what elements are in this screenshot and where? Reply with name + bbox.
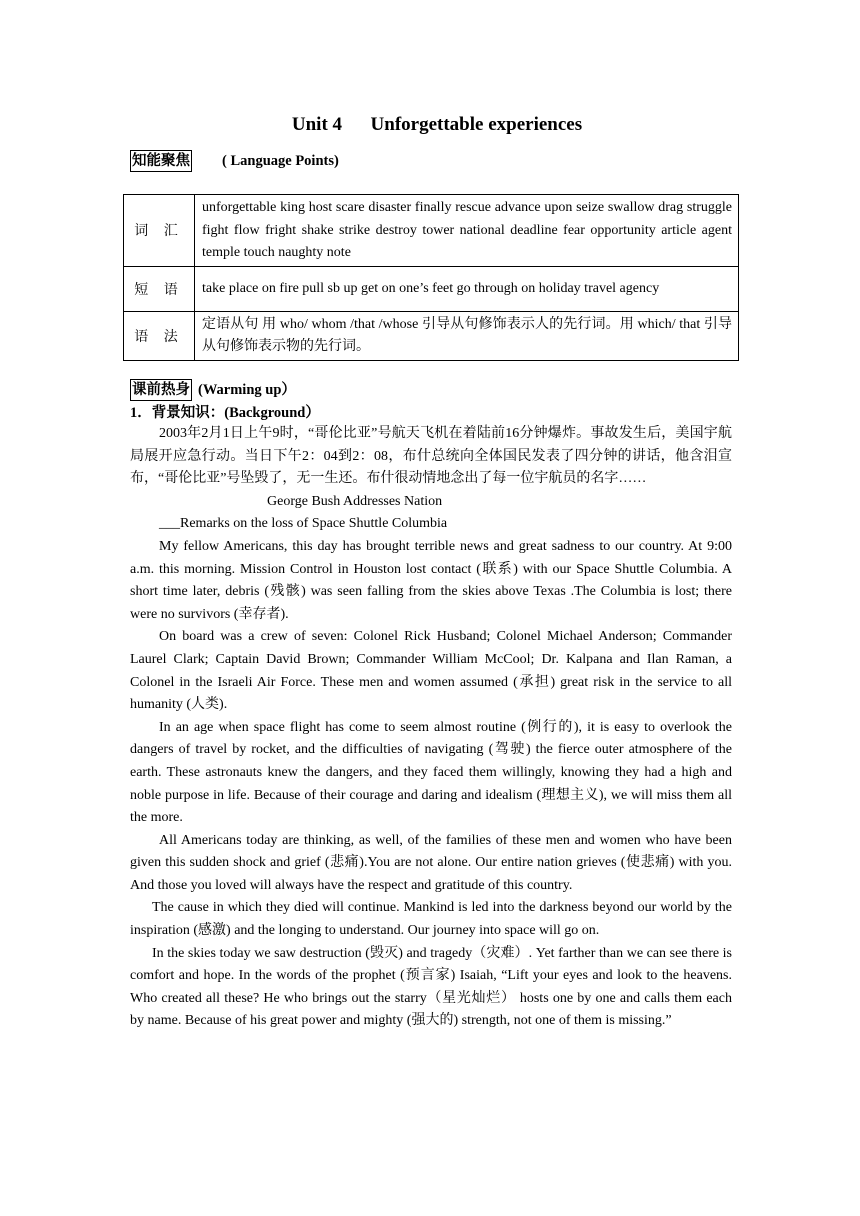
table-cell-category: 短 语 (124, 266, 195, 311)
background-heading: 1．背景知识：(Background） (130, 405, 320, 421)
table-cell-content: unforgettable king host scare disaster finally rescue advance upon seize swallow drag struggle fight flow fright shake strike destroy tower national deadline fear opportunity article agent temple touch naughty note (195, 195, 739, 267)
warming-up-subtitle: (Warming up） (198, 382, 296, 398)
warming-up-label: 课前热身 (130, 379, 192, 401)
table-cell-category: 词 汇 (124, 195, 195, 267)
table-row-grammar (124, 311, 739, 360)
paragraph: In the skies today we saw destruction (毁灭) and tragedy（灾难）. Yet farther than we can see there is comfort and hope. In the words of the prophet (预言家) Isaiah, “Lift your eyes and look to the heavens. Who created all these? He who brings out the starry（星光灿烂） hosts one by one and calls them each by name. Because of his great power and mighty (强大的) strength, not one of them is missing.” (130, 945, 732, 1029)
paragraph: All Americans today are thinking, as well, of the families of these men and women who have been given this sudden shock and grief (悲痛).You are not alone. Our entire nation grieves (使悲痛) with you. And those you loved will always have the respect and gratitude of this country. (130, 832, 732, 893)
language-points-heading (130, 150, 339, 172)
paragraph: The cause in which they died will continue. Mankind is led into the darkness beyond our world by the inspiration (感激) and the longing to understand. Our journey into space will go on. (130, 900, 732, 939)
language-points-table (123, 194, 739, 361)
language-points-label: 知能聚焦 (130, 150, 192, 172)
paragraph: My fellow Americans, this day has brought terrible news and great sadness to our country. At 9:00 a.m. this morning. Mission Control in Houston lost contact (联系) with our Space Shuttle Columbia. A short time later, debris (残骸) was seen falling from the skies above Texas .The Columbia is lost; there were no survivors (幸存者). (130, 538, 732, 622)
passage (130, 423, 732, 1033)
table-cell-content: 定语从句 用 who/ whom /that /whose 引导从句修饰表示人的先行词。用 which/ that 引导从句修饰表示物的先行词。 (195, 311, 739, 360)
table-cell-category: 语 法 (124, 311, 195, 360)
table-row-phrases (124, 266, 739, 311)
speech-title: George Bush Addresses Nation (267, 493, 443, 509)
warming-up-heading (130, 378, 296, 401)
page-title: Unit 4 Unforgettable experiences (291, 114, 583, 135)
paragraph: In an age when space flight has come to seem almost routine (例行的), it is easy to overlook the dangers of travel by rocket, and the difficulties of navigating (驾驶) the fierce outer atmosphere of the earth. These astronauts knew the dangers, and they faced them willingly, knowing they had a high and noble purpose in life. Because of their courage and daring and idealism (理想主义), we will miss them all the more. (130, 719, 732, 826)
table-row-vocabulary (124, 195, 739, 267)
paragraph: On board was a crew of seven: Colonel Rick Husband; Colonel Michael Anderson; Commander Laurel Clark; Captain David Brown; Commander William McCool; Dr. Kalpana and Ilan Raman, a Colonel in the Israeli Air Force. These men and women assumed (承担) great risk in the service to all humanity (人类). (130, 629, 732, 713)
language-points-subtitle: ( Language Points) (222, 153, 339, 169)
paragraph-chinese-intro: 2003年2月1日上午9时，“哥伦比亚”号航天飞机在着陆前16分钟爆炸。事故发生后，美国宇航局展开应急行动。当日下午2：04到2：08，布什总统向全体国民发表了四分钟的讲话，他含泪宣布，“哥伦比亚”号坠毁了，无一生还。布什很动情地念出了每一位宇航员的名字…… (130, 426, 732, 487)
table-cell-content: take place on fire pull sb up get on one’s feet go through on holiday travel agency (195, 266, 739, 311)
speech-subtitle: ___Remarks on the loss of Space Shuttle Columbia (159, 516, 448, 532)
